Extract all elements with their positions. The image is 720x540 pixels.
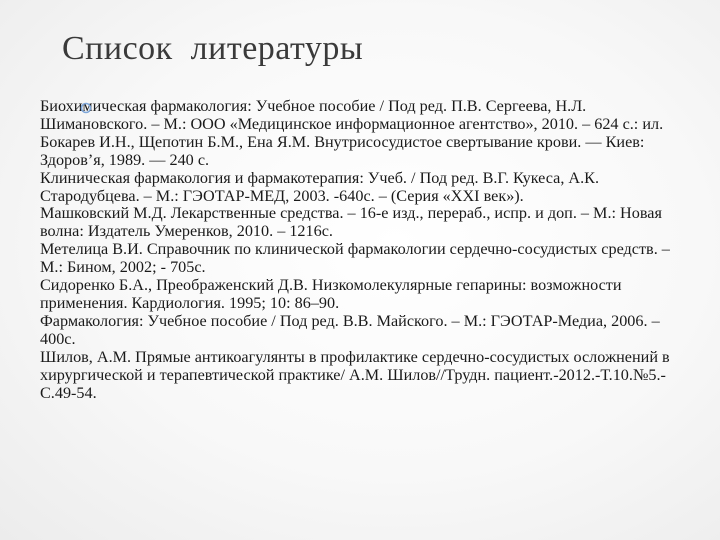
reference-item: Метелица В.И. Справочник по клинической фармакологии сердечно-сосудистых средств. – М.: Бином, 2002; - 705с. (40, 240, 670, 277)
reference-item: Фармакология: Учебное пособие / Под ред. В.В. Майского. – М.: ГЭОТАР-Медиа, 2006. – 400с. (40, 311, 660, 348)
reference-item: Шилов, А.М. Прямые антикоагулянты в профилактике сердечно-сосудистых осложнений в хирургической и терапевтической практике/ А.М. Шилов//Трудн. пациент.-2012.-Т.10.№5.-С.49-54. (40, 347, 670, 402)
reference-item: Клиническая фармакология и фармакотерапия: Учеб. / Под ред. В.Г. Кукеса, А.К. Стародубцева. – М.: ГЭОТАР-МЕД, 2003. -640с. – (Серия «XXI век»). (40, 168, 600, 205)
reference-item: Сидоренко Б.А., Преображенский Д.В. Низкомолекулярные гепарины: возможности применения. Кардиология. 1995; 10: 86–90. (40, 276, 622, 312)
reference-list (40, 98, 680, 402)
slide-title: Список литературы (62, 30, 364, 67)
reference-item: Машковский М.Д. Лекарственные средства. – 16-е изд., перераб., испр. и доп. – М.: Новая волна: Издатель Умеренков, 2010. – 1216с. (40, 204, 662, 241)
reference-item: Бокарев И.Н., Щепотин Б.М., Ена Я.М. Внутрисосудистое свертывание крови. — Киев: Здоров’я, 1989. — 240 с. (40, 132, 645, 169)
reference-item: Биохимическая фармакология: Учебное пособие / Под ред. П.В. Сергеева, Н.Л. Шимановского. – М.: ООО «Медицинское информационное агентство», 2010. – 624 с.: ил. (40, 97, 664, 133)
ring-bullet-icon (80, 102, 92, 114)
